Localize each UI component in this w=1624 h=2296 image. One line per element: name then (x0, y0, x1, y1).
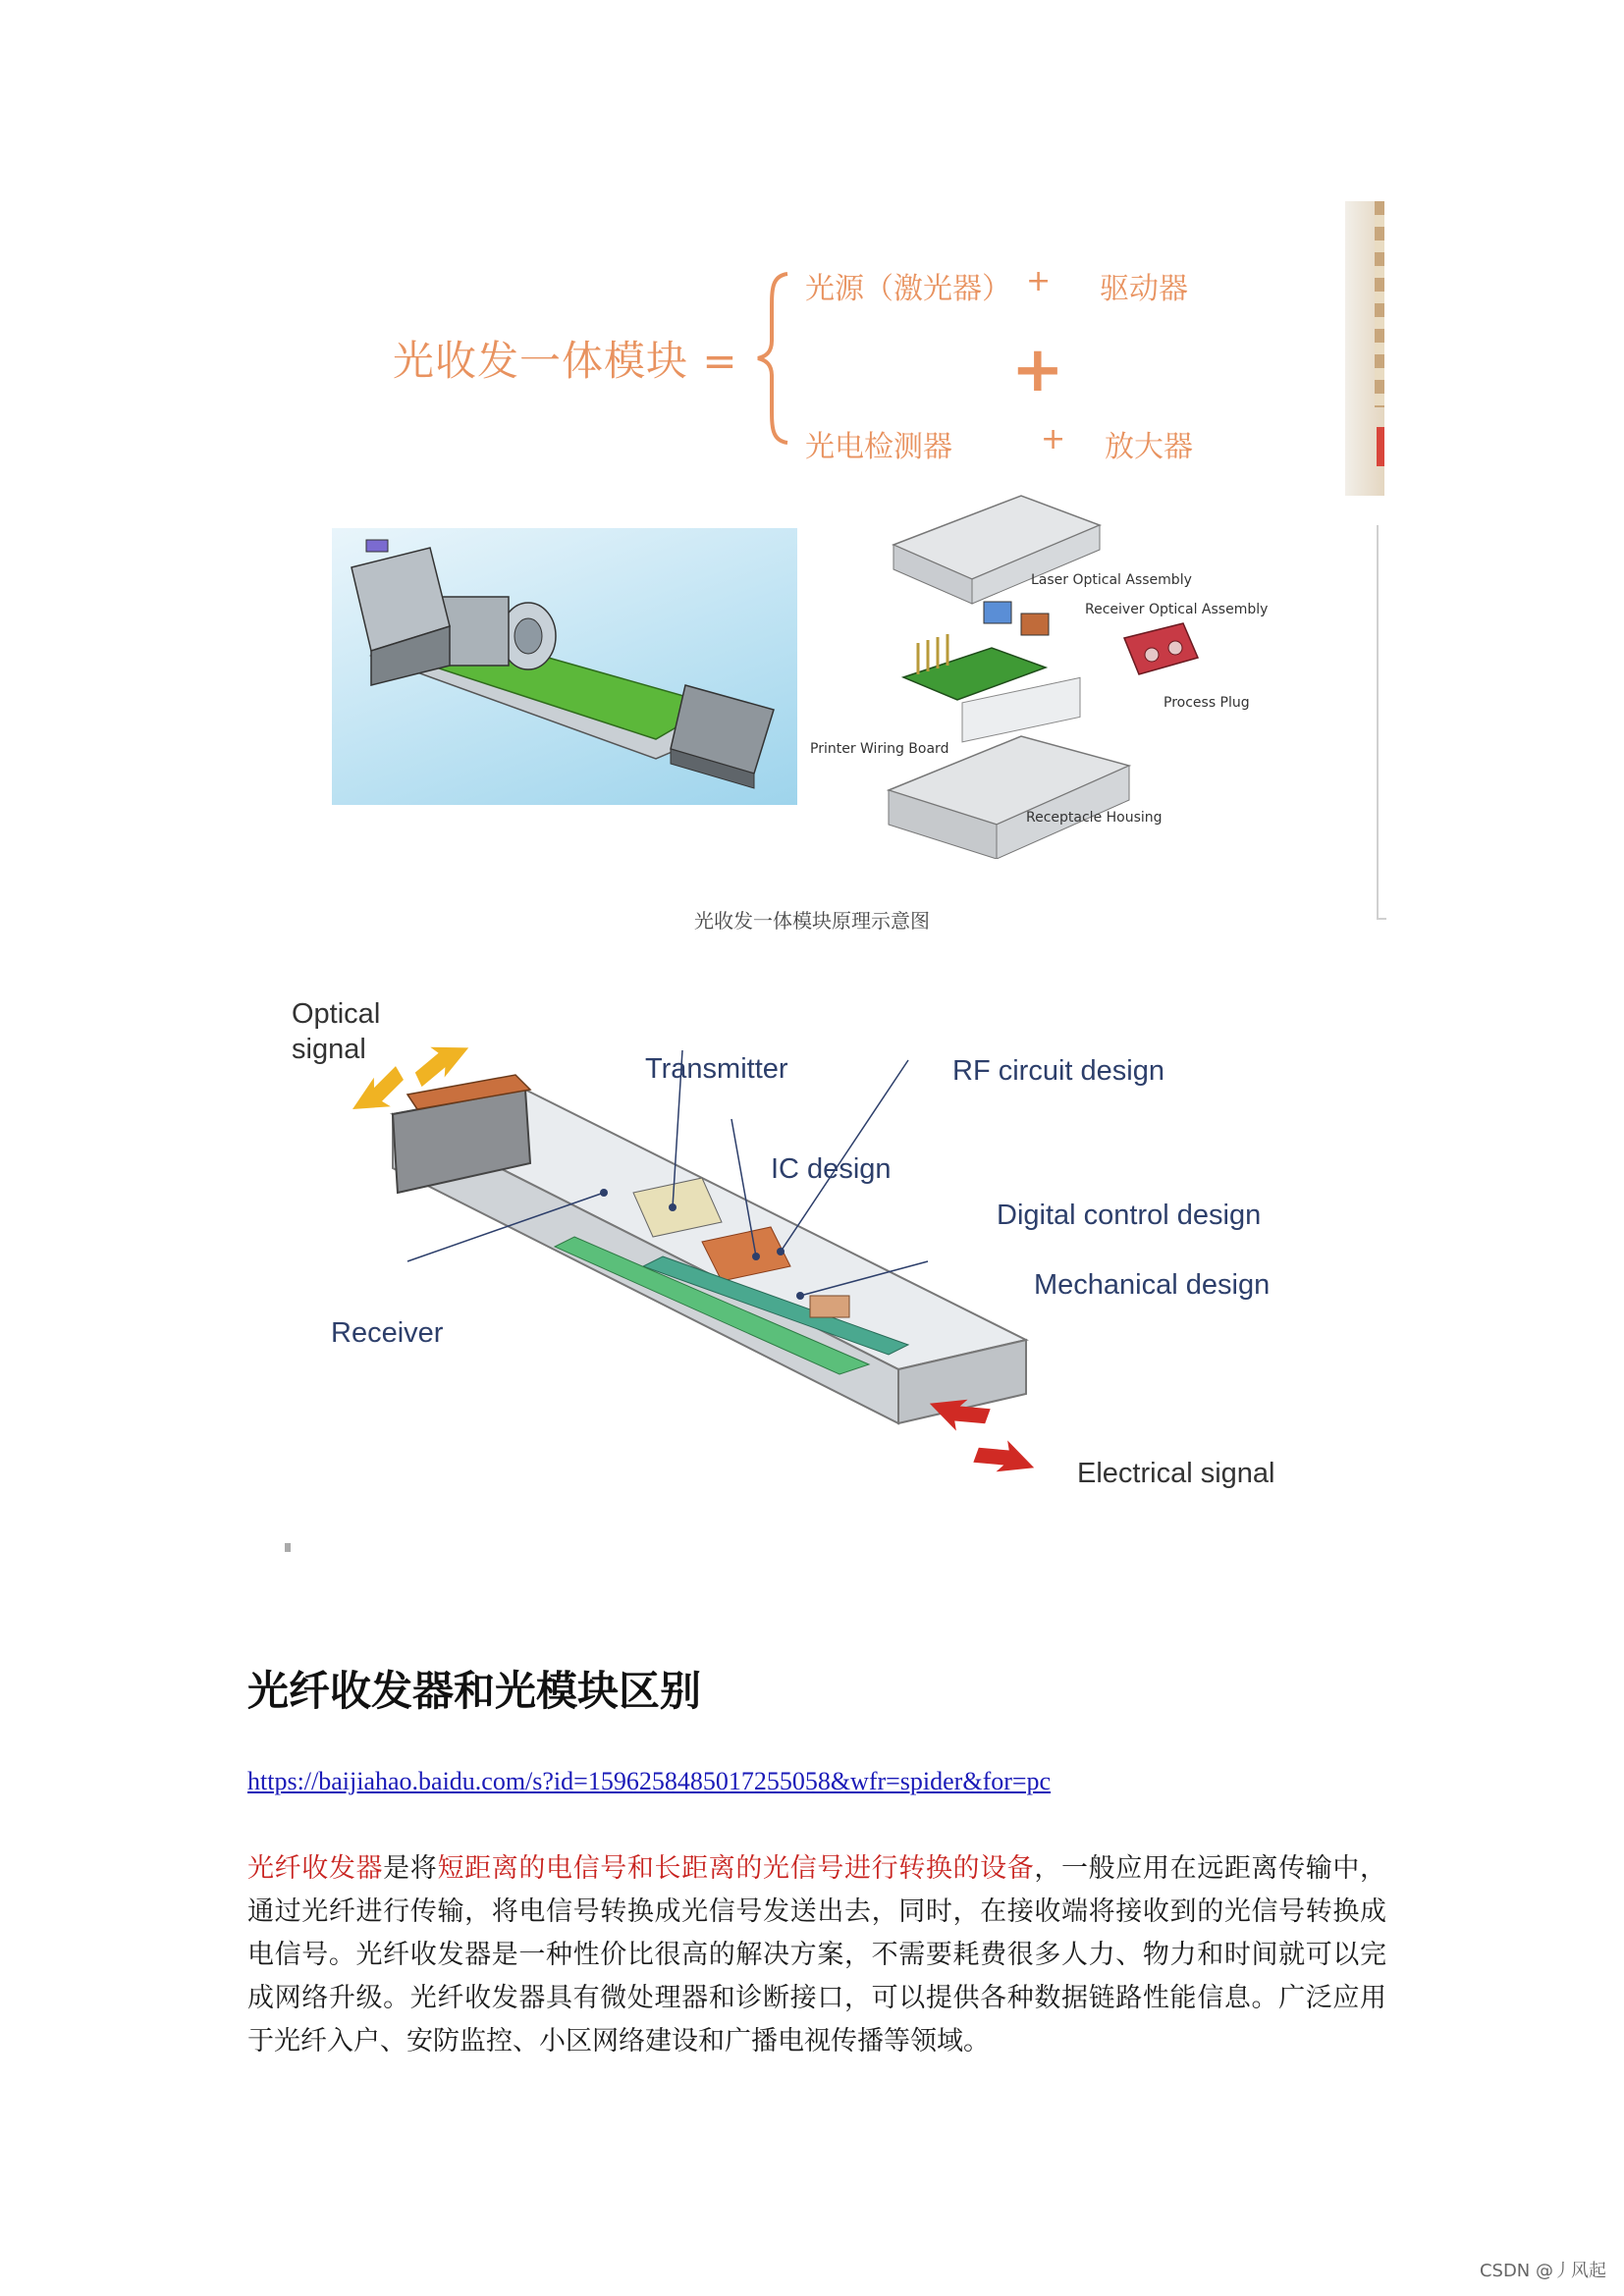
module-3d-render (332, 528, 797, 805)
label-receiver-optical-assembly: Receiver Optical Assembly (1085, 602, 1269, 617)
highlight-definition: 短距离的电信号和长距离的光信号进行转换的设备 (437, 1853, 1035, 1884)
side-image-fragment (1345, 201, 1384, 496)
formula-lhs: 光收发一体模块 = (393, 337, 738, 385)
curly-brace (754, 270, 793, 447)
side-frame-edge (1377, 525, 1386, 920)
footer-watermark: CSDN @丿风起 (1479, 2261, 1606, 2281)
highlight-term: 光纤收发器 (247, 1853, 384, 1884)
figure-caption: 光收发一体模块原理示意图 (694, 909, 930, 933)
label-transmitter: Transmitter (645, 1053, 788, 1085)
formula-row1-b: 驱动器 (1100, 272, 1188, 306)
formula-row1-plus: + (1026, 264, 1052, 298)
label-process-plug: Process Plug (1164, 695, 1250, 711)
para-text-2: ，一般应用在远距离传输中，通过光纤进行传输，将电信号转换成光信号发送出去，同时，在接收端将接收到的光信号转换成电信号。光纤收发器是一种性价比很高的解决方案，不需要耗费很多人力、物力和时间就可以完成网络升级。光纤收发器具有微处理器和诊断接口，可以提供各种数据链路性能信息。广泛应用于光纤入户、安防监控、小区网络建设和广播电视传播等领域。 (247, 1853, 1387, 2056)
label-laser-optical-assembly: Laser Optical Assembly (1031, 572, 1192, 588)
label-mechanical-design: Mechanical design (1034, 1269, 1271, 1301)
formula-row2-a: 光电检测器 (805, 430, 952, 464)
label-electrical-signal: Electrical signal (1077, 1458, 1275, 1489)
label-receiver: Receiver (331, 1317, 444, 1349)
source-link[interactable]: https://baijiahao.baidu.com/s?id=1596258485017255058&wfr=spider&for=pc (247, 1767, 1052, 1795)
sfp-module-diagram (280, 982, 1311, 1512)
para-text-1: 是将 (383, 1853, 438, 1884)
label-receptacle-housing: Receptacle Housing (1026, 810, 1163, 826)
formula-row1-a: 光源（激光器） (805, 272, 1011, 306)
formula-middle-plus: + (1011, 334, 1064, 406)
transceiver-formula (383, 250, 1227, 476)
exploded-view-diagram (810, 486, 1286, 859)
formula-row2-b: 放大器 (1105, 430, 1193, 464)
body-paragraph (247, 1847, 1386, 2063)
label-printer-wiring-board: Printer Wiring Board (810, 741, 949, 757)
label-digital-control-design: Digital control design (997, 1200, 1262, 1231)
label-ic-design: IC design (771, 1153, 892, 1185)
section-heading: 光纤收发器和光模块区别 (247, 1667, 702, 1715)
stray-mark (285, 1543, 291, 1552)
formula-row2-plus: + (1041, 422, 1066, 456)
label-optical-signal: Optical signal (292, 998, 381, 1065)
label-rf-circuit-design: RF circuit design (952, 1055, 1164, 1087)
